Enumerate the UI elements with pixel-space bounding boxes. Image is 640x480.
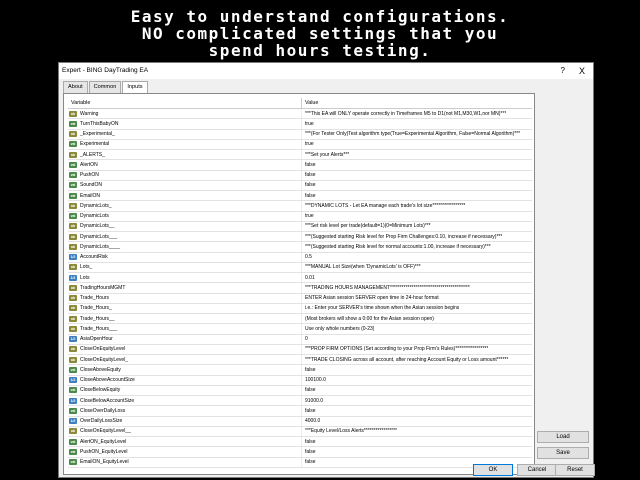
value-cell[interactable]: ***(Suggested starting Risk level for normal accounts:1.00, increase if necessary)*** (305, 243, 491, 250)
variable-cell (68, 458, 302, 467)
variable-cell (68, 212, 302, 221)
table-row[interactable] (68, 160, 532, 170)
table-row[interactable] (68, 458, 532, 468)
value-cell[interactable]: ENTER Asian session SERVER open time in 24-hour format (305, 295, 439, 302)
variable-cell (68, 263, 302, 272)
number-type-icon: 1/2 (70, 419, 76, 424)
table-row[interactable] (68, 130, 532, 140)
number-type-icon: 1/2 (70, 378, 76, 383)
table-row[interactable] (68, 273, 532, 283)
variable-name: PushON_EquityLevel (80, 448, 128, 455)
string-type-icon: ab (69, 428, 77, 434)
banner-line-1: Easy to understand configurations. (130, 7, 510, 26)
string-type-icon: ab (69, 346, 77, 352)
column-header-variable[interactable]: Variable (68, 98, 302, 108)
value-cell[interactable]: true (305, 213, 314, 220)
table-row[interactable] (68, 335, 532, 345)
variable-name: DynamicLots__ (80, 223, 115, 230)
variable-cell (68, 406, 302, 415)
variable-name: CloseOnEquityLevel (80, 346, 126, 353)
variable-cell (68, 335, 302, 344)
value-cell[interactable]: false (305, 448, 316, 455)
variable-name: OverDailyLossSize (80, 418, 123, 425)
string-type-icon: ab (69, 234, 77, 240)
variable-name: TurnThisBabyON (80, 120, 119, 127)
reset-button[interactable]: Reset (555, 464, 595, 476)
table-row[interactable] (68, 232, 532, 242)
tab-bar (63, 81, 149, 93)
variable-cell (68, 447, 302, 456)
variable-cell (68, 109, 302, 118)
dialog-title: Expert - BING DayTrading EA (62, 67, 149, 74)
variable-name: EmailON (80, 192, 101, 199)
tab-common[interactable]: Common (89, 81, 122, 93)
table-row[interactable] (68, 140, 532, 150)
value-cell[interactable]: true (305, 141, 314, 148)
variable-cell (68, 253, 302, 262)
boolean-type-icon: val (70, 388, 76, 393)
value-cell[interactable]: false (305, 182, 316, 189)
variable-name: EmailON_EquityLevel (80, 459, 129, 466)
value-cell[interactable]: false (305, 161, 316, 168)
boolean-type-icon: val (70, 183, 76, 188)
boolean-type-icon: val (70, 408, 76, 413)
variable-cell (68, 171, 302, 180)
cancel-button[interactable]: Cancel (517, 464, 557, 476)
boolean-type-icon: val (70, 173, 76, 178)
table-row[interactable] (68, 294, 532, 304)
variable-name: Experimental (80, 141, 110, 148)
variable-name: DynamicLots_ (80, 202, 112, 209)
string-type-icon: ab (69, 111, 77, 117)
table-body (68, 109, 532, 468)
variable-cell (68, 345, 302, 354)
variable-name: PushON (80, 172, 99, 179)
value-cell[interactable]: false (305, 459, 316, 466)
variable-cell (68, 437, 302, 446)
table-row[interactable] (68, 365, 532, 375)
expert-dialog (58, 62, 594, 478)
variable-cell (68, 150, 302, 159)
table-row[interactable] (68, 417, 532, 427)
variable-cell (68, 273, 302, 282)
variable-cell (68, 427, 302, 436)
value-cell[interactable]: ***TRADING HOURS MANAGEMENT***************************************** (305, 284, 470, 291)
string-type-icon: ab (69, 244, 77, 250)
string-type-icon: ab (69, 316, 77, 322)
number-type-icon: 1/2 (70, 398, 76, 403)
variable-cell (68, 386, 302, 395)
variable-cell (68, 160, 302, 169)
banner-line-2: NO complicated settings that you (141, 24, 499, 43)
inputs-panel (63, 93, 535, 475)
table-row[interactable] (68, 437, 532, 447)
table-header (68, 98, 532, 109)
variable-name: Trade_Hours_ (80, 305, 112, 312)
variable-name: _Experimental_ (80, 131, 115, 138)
table-row[interactable] (68, 283, 532, 293)
variable-name: AccountRisk (80, 254, 108, 261)
variable-name: CloseOnEquityLevel_ (80, 356, 129, 363)
variable-name: AsiaOpenHour (80, 336, 113, 343)
column-header-value[interactable]: Value (305, 100, 319, 106)
variable-cell (68, 324, 302, 333)
table-row[interactable] (68, 181, 532, 191)
table-row[interactable] (68, 396, 532, 406)
value-cell[interactable]: ***PROP FIRM OPTIONS (Set according to your Prop Firm's Rules)***************** (305, 346, 489, 353)
string-type-icon: ab (69, 295, 77, 301)
variable-name: DynamicLots____ (80, 243, 121, 250)
table-row[interactable] (68, 109, 532, 119)
string-type-icon: ab (69, 203, 77, 209)
boolean-type-icon: val (70, 193, 76, 198)
value-cell[interactable]: 0 (305, 336, 308, 343)
inputs-table (68, 98, 532, 468)
save-button[interactable]: Save (537, 447, 589, 459)
number-type-icon: 1/2 (70, 255, 76, 260)
variable-cell (68, 283, 302, 292)
value-cell[interactable]: ***Equity Level/Loss Alerts***************** (305, 428, 397, 435)
variable-name: CloseAboveEquity (80, 366, 121, 373)
variable-cell (68, 140, 302, 149)
value-cell[interactable]: ***TRADE CLOSING across all account, after reaching Account Equity or Loss amount****** (305, 356, 509, 363)
value-cell[interactable]: false (305, 192, 316, 199)
close-button[interactable]: X (578, 66, 585, 76)
table-row[interactable] (68, 355, 532, 365)
variable-name: Trade_Hours__ (80, 315, 115, 322)
table-row[interactable] (68, 447, 532, 457)
table-row[interactable] (68, 314, 532, 324)
value-cell[interactable]: false (305, 407, 316, 414)
variable-cell (68, 376, 302, 385)
value-cell[interactable]: false (305, 438, 316, 445)
variable-name: CloseAboveAccountSize (80, 377, 135, 384)
value-cell[interactable]: ***(Suggested starting Risk level for Prop Firm Challenges:0.10, increase if necessary)*** (305, 233, 503, 240)
variable-name: Trade_Hours (80, 295, 109, 302)
variable-cell (68, 314, 302, 323)
variable-cell (68, 396, 302, 405)
variable-name: Warning (80, 110, 99, 117)
value-cell[interactable]: true (305, 120, 314, 127)
variable-cell (68, 191, 302, 200)
table-row[interactable] (68, 406, 532, 416)
table-row[interactable] (68, 212, 532, 222)
value-cell[interactable]: false (305, 387, 316, 394)
variable-cell (68, 232, 302, 241)
variable-name: SoundON (80, 182, 102, 189)
variable-name: AlertON_EquityLevel (80, 438, 127, 445)
string-type-icon: ab (69, 305, 77, 311)
variable-name: AlertON (80, 161, 98, 168)
table-row[interactable] (68, 376, 532, 386)
boolean-type-icon: val (70, 449, 76, 454)
table-row[interactable] (68, 386, 532, 396)
boolean-type-icon: val (70, 142, 76, 147)
value-cell[interactable]: 4000.0 (305, 418, 321, 425)
string-type-icon: ab (69, 152, 77, 158)
table-row[interactable] (68, 201, 532, 211)
variable-name: CloseOnEquityLevel__ (80, 428, 131, 435)
variable-name: Trade_Hours___ (80, 325, 118, 332)
variable-cell (68, 119, 302, 128)
string-type-icon: ab (69, 223, 77, 229)
boolean-type-icon: val (70, 121, 76, 126)
value-cell[interactable]: false (305, 366, 316, 373)
tab-about[interactable]: About (63, 81, 88, 93)
string-type-icon: ab (69, 326, 77, 332)
variable-cell (68, 365, 302, 374)
variable-cell (68, 130, 302, 139)
variable-name: CloseOverDailyLoss (80, 407, 126, 414)
number-type-icon: 1/2 (70, 275, 76, 280)
value-cell[interactable]: Use only whole numbers (0-23) (305, 325, 375, 332)
number-type-icon: 1/2 (70, 337, 76, 342)
table-row[interactable] (68, 427, 532, 437)
variable-cell (68, 355, 302, 364)
variable-name: _ALERTS_ (80, 151, 105, 158)
variable-cell (68, 181, 302, 190)
boolean-type-icon: val (70, 460, 76, 465)
load-button[interactable]: Load (537, 431, 589, 443)
variable-name: TradingHoursMGMT (80, 284, 126, 291)
value-cell[interactable]: ***(For Tester Only)Test algorithm type(True=Experimental Algorithm, False=Normal Algorithm)*** (305, 131, 521, 138)
value-cell[interactable]: false (305, 172, 316, 179)
value-cell[interactable]: (Most brokers will show a 0:00 for the Asian session open) (305, 315, 434, 322)
value-cell[interactable]: 0.01 (305, 274, 315, 281)
boolean-type-icon: val (70, 214, 76, 219)
table-row[interactable] (68, 171, 532, 181)
value-cell[interactable]: ***Set your Alerts*** (305, 151, 350, 158)
value-cell[interactable]: ***MANUAL Lot Size(when 'DynamicLots' is OFF)*** (305, 264, 421, 271)
variable-name: CloseBelowAccountSize (80, 397, 135, 404)
value-cell[interactable]: 91000.0 (305, 397, 324, 404)
table-row[interactable] (68, 119, 532, 129)
table-row[interactable] (68, 222, 532, 232)
banner-line-3: spend hours testing. (208, 41, 432, 60)
boolean-type-icon: val (70, 162, 76, 167)
table-row[interactable] (68, 324, 532, 334)
value-cell[interactable]: ***This EA will ONLY operate correctly in Timeframes M5 to D1(not M1,M30,W1,nor MN)*** (305, 110, 507, 117)
variable-name: CloseBelowEquity (80, 387, 121, 394)
dialog-titlebar (59, 63, 593, 79)
string-type-icon: ab (69, 131, 77, 137)
value-cell[interactable]: 100100.0 (305, 377, 326, 384)
value-cell[interactable]: i.e.: Enter your SERVER's time shown when the Asian session begins (305, 305, 460, 312)
variable-name: DynamicLots (80, 213, 109, 220)
variable-cell (68, 222, 302, 231)
variable-name: Lots (80, 274, 90, 281)
value-cell[interactable]: ***DYNAMIC LOTS - Let EA manage each trade's lot size***************** (305, 202, 466, 209)
string-type-icon: ab (69, 264, 77, 270)
variable-cell (68, 304, 302, 313)
tab-inputs[interactable]: Inputs (122, 81, 147, 93)
table-row[interactable] (68, 191, 532, 201)
table-row[interactable] (68, 150, 532, 160)
boolean-type-icon: val (70, 439, 76, 444)
ok-button[interactable]: OK (473, 464, 513, 476)
table-row[interactable] (68, 263, 532, 273)
variable-cell (68, 242, 302, 251)
variable-name: DynamicLots___ (80, 233, 118, 240)
table-row[interactable] (68, 304, 532, 314)
table-row[interactable] (68, 345, 532, 355)
help-button[interactable]: ? (560, 66, 565, 75)
table-row[interactable] (68, 253, 532, 263)
variable-cell (68, 201, 302, 210)
string-type-icon: ab (69, 357, 77, 363)
string-type-icon: ab (69, 285, 77, 291)
value-cell[interactable]: 0.5 (305, 254, 312, 261)
promo-banner (0, 8, 640, 63)
value-cell[interactable]: ***Set risk level per trade(default=1)(0=Minimum Lots)*** (305, 223, 431, 230)
variable-cell (68, 294, 302, 303)
variable-name: Lots_ (80, 264, 93, 271)
table-row[interactable] (68, 242, 532, 252)
variable-cell (68, 417, 302, 426)
boolean-type-icon: val (70, 367, 76, 372)
